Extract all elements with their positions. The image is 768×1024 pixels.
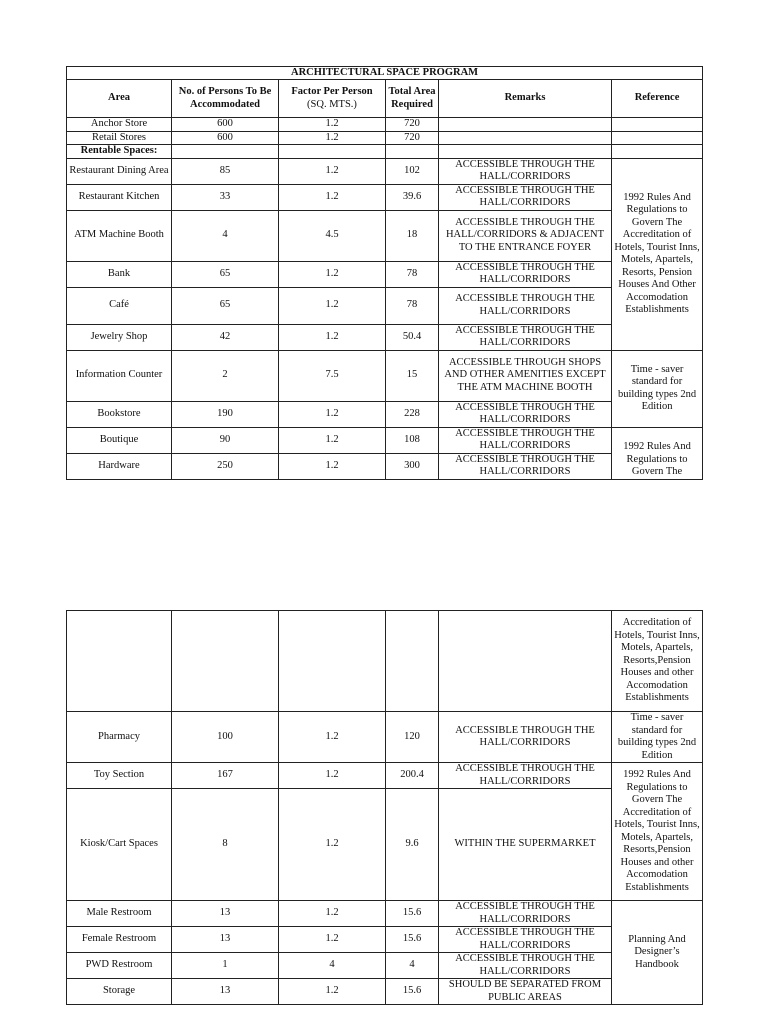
space-program-table <box>66 66 703 480</box>
cell-factor: 1.2 <box>279 131 386 145</box>
col-header-persons: No. of Persons To Be Accommodated <box>172 80 279 118</box>
cell-total: 102 <box>386 158 439 184</box>
cell-remarks: ACCESSIBLE THROUGH THE HALL/CORRIDORS <box>439 401 612 427</box>
cell-area: ATM Machine Booth <box>67 210 172 261</box>
cell-total: 78 <box>386 287 439 324</box>
section-label: Rentable Spaces: <box>67 145 172 159</box>
cell-persons: 250 <box>172 453 279 479</box>
table-row <box>67 712 703 763</box>
reference-timesaver: Time - saver standard for building types 2nd Edition <box>612 350 703 427</box>
cell-factor: 1.2 <box>279 979 386 1005</box>
cell-persons: 100 <box>172 712 279 763</box>
table-row <box>67 118 703 132</box>
table-row <box>67 131 703 145</box>
cell-total: 15 <box>386 350 439 401</box>
cell-factor: 1.2 <box>279 118 386 132</box>
cell-persons: 85 <box>172 158 279 184</box>
cell-factor: 1.2 <box>279 927 386 953</box>
cell-remarks: ACCESSIBLE THROUGH THE HALL/CORRIDORS <box>439 927 612 953</box>
cell-persons: 600 <box>172 118 279 132</box>
cell-reference <box>612 118 703 132</box>
cell-total: 120 <box>386 712 439 763</box>
cell-factor: 1.2 <box>279 158 386 184</box>
table-row <box>67 453 703 479</box>
table-row <box>67 979 703 1005</box>
cell-persons: 2 <box>172 350 279 401</box>
cell-persons: 33 <box>172 184 279 210</box>
cell-total: 50.4 <box>386 324 439 350</box>
table-row <box>67 927 703 953</box>
cell-area: Boutique <box>67 427 172 453</box>
cell-total: 78 <box>386 261 439 287</box>
cell-persons: 8 <box>172 789 279 901</box>
cell-remarks: ACCESSIBLE THROUGH THE HALL/CORRIDORS <box>439 901 612 927</box>
cell-persons: 1 <box>172 953 279 979</box>
cell-remarks: ACCESSIBLE THROUGH THE HALL/CORRIDORS <box>439 287 612 324</box>
cell-total: 39.6 <box>386 184 439 210</box>
cell-area: Hardware <box>67 453 172 479</box>
factor-unit: (SQ. MTS.) <box>307 98 357 110</box>
cell-area: Café <box>67 287 172 324</box>
cell-total: 200.4 <box>386 763 439 789</box>
cell-area: Restaurant Dining Area <box>67 158 172 184</box>
cell-persons: 65 <box>172 287 279 324</box>
cell-area: Restaurant Kitchen <box>67 184 172 210</box>
col-header-area: Area <box>67 80 172 118</box>
table-row <box>67 158 703 184</box>
cell-persons: 600 <box>172 131 279 145</box>
continuation-row <box>67 611 703 712</box>
cell-persons: 167 <box>172 763 279 789</box>
cell-factor: 1.2 <box>279 901 386 927</box>
cell-area: Female Restroom <box>67 927 172 953</box>
cell-total: 108 <box>386 427 439 453</box>
cell-remarks <box>439 118 612 132</box>
reference-handbook: Planning And Designer’s Handbook <box>612 901 703 1005</box>
table-row <box>67 763 703 789</box>
cell-area: Jewelry Shop <box>67 324 172 350</box>
cell-factor: 7.5 <box>279 350 386 401</box>
col-header-reference: Reference <box>612 80 703 118</box>
cell-remarks: ACCESSIBLE THROUGH THE HALL/CORRIDORS <box>439 184 612 210</box>
space-program-table-continued <box>66 610 703 1005</box>
table-row <box>67 287 703 324</box>
table-row <box>67 901 703 927</box>
cell-remarks: ACCESSIBLE THROUGH THE HALL/CORRIDORS <box>439 261 612 287</box>
reference-accreditation-cont: Accreditation of Hotels, Tourist Inns, Motels, Apartels, Resorts,Pension Houses and other Accomodation Establishments <box>612 611 703 712</box>
cell-remarks <box>439 131 612 145</box>
table-row <box>67 427 703 453</box>
cell-total: 300 <box>386 453 439 479</box>
cell-total: 15.6 <box>386 927 439 953</box>
cell-area: Bank <box>67 261 172 287</box>
col-header-factor <box>279 80 386 118</box>
cell-area: Retail Stores <box>67 131 172 145</box>
cell-remarks: ACCESSIBLE THROUGH THE HALL/CORRIDORS <box>439 763 612 789</box>
cell-reference <box>612 131 703 145</box>
table-row <box>67 324 703 350</box>
cell-area: Storage <box>67 979 172 1005</box>
cell-factor: 1.2 <box>279 453 386 479</box>
cell-total: 15.6 <box>386 979 439 1005</box>
cell-total: 720 <box>386 118 439 132</box>
cell-factor: 1.2 <box>279 324 386 350</box>
cell-persons: 190 <box>172 401 279 427</box>
cell-total: 720 <box>386 131 439 145</box>
table-row <box>67 350 703 401</box>
cell-persons: 90 <box>172 427 279 453</box>
cell-area: Information Counter <box>67 350 172 401</box>
table-row <box>67 953 703 979</box>
cell-total: 228 <box>386 401 439 427</box>
factor-label: Factor Per Person <box>291 86 373 97</box>
reference-accreditation-full: 1992 Rules And Regulations to Govern The Accreditation of Hotels, Tourist Inns, Motels, Apartels, Resorts,Pension Houses and other Accomodation Establishments <box>612 763 703 901</box>
cell-remarks: ACCESSIBLE THROUGH THE HALL/CORRIDORS <box>439 324 612 350</box>
cell-factor: 1.2 <box>279 401 386 427</box>
cell-area: Pharmacy <box>67 712 172 763</box>
cell-remarks: WITHIN THE SUPERMARKET <box>439 789 612 901</box>
cell-factor: 1.2 <box>279 763 386 789</box>
cell-total: 18 <box>386 210 439 261</box>
reference-rules-partial: 1992 Rules And Regulations to Govern The <box>612 427 703 479</box>
cell-remarks: ACCESSIBLE THROUGH THE HALL/CORRIDORS <box>439 158 612 184</box>
cell-remarks: ACCESSIBLE THROUGH THE HALL/CORRIDORS <box>439 953 612 979</box>
cell-total: 9.6 <box>386 789 439 901</box>
table-row <box>67 184 703 210</box>
cell-remarks: ACCESSIBLE THROUGH SHOPS AND OTHER AMENITIES EXCEPT THE ATM MACHINE BOOTH <box>439 350 612 401</box>
table-row <box>67 261 703 287</box>
cell-area: Toy Section <box>67 763 172 789</box>
cell-persons: 13 <box>172 927 279 953</box>
cell-persons: 4 <box>172 210 279 261</box>
cell-area: PWD Restroom <box>67 953 172 979</box>
cell-area: Anchor Store <box>67 118 172 132</box>
cell-remarks: ACCESSIBLE THROUGH THE HALL/CORRIDORS <box>439 712 612 763</box>
cell-total: 4 <box>386 953 439 979</box>
cell-area: Bookstore <box>67 401 172 427</box>
col-header-total: Total Area Required <box>386 80 439 118</box>
table-row <box>67 789 703 901</box>
cell-factor: 1.2 <box>279 427 386 453</box>
table-row <box>67 210 703 261</box>
cell-factor: 1.2 <box>279 789 386 901</box>
cell-persons: 42 <box>172 324 279 350</box>
cell-factor: 1.2 <box>279 712 386 763</box>
cell-factor: 1.2 <box>279 287 386 324</box>
cell-factor: 4.5 <box>279 210 386 261</box>
cell-persons: 65 <box>172 261 279 287</box>
cell-remarks: ACCESSIBLE THROUGH THE HALL/CORRIDORS <box>439 453 612 479</box>
reference-timesaver: Time - saver standard for building types 2nd Edition <box>612 712 703 763</box>
cell-persons: 13 <box>172 979 279 1005</box>
table-title: ARCHITECTURAL SPACE PROGRAM <box>67 67 703 80</box>
cell-total: 15.6 <box>386 901 439 927</box>
cell-area: Kiosk/Cart Spaces <box>67 789 172 901</box>
cell-factor: 1.2 <box>279 261 386 287</box>
cell-factor: 4 <box>279 953 386 979</box>
cell-remarks: SHOULD BE SEPARATED FROM PUBLIC AREAS <box>439 979 612 1005</box>
table-row <box>67 401 703 427</box>
cell-factor: 1.2 <box>279 184 386 210</box>
cell-persons: 13 <box>172 901 279 927</box>
col-header-remarks: Remarks <box>439 80 612 118</box>
cell-remarks: ACCESSIBLE THROUGH THE HALL/CORRIDORS <box>439 427 612 453</box>
cell-remarks: ACCESSIBLE THROUGH THE HALL/CORRIDORS & ADJACENT TO THE ENTRANCE FOYER <box>439 210 612 261</box>
cell-area: Male Restroom <box>67 901 172 927</box>
section-row <box>67 145 703 159</box>
reference-accreditation: 1992 Rules And Regulations to Govern The Accreditation of Hotels, Tourist Inns, Motels, Apartels, Resorts, Pension Houses And Other Accomodation Establishments <box>612 158 703 350</box>
